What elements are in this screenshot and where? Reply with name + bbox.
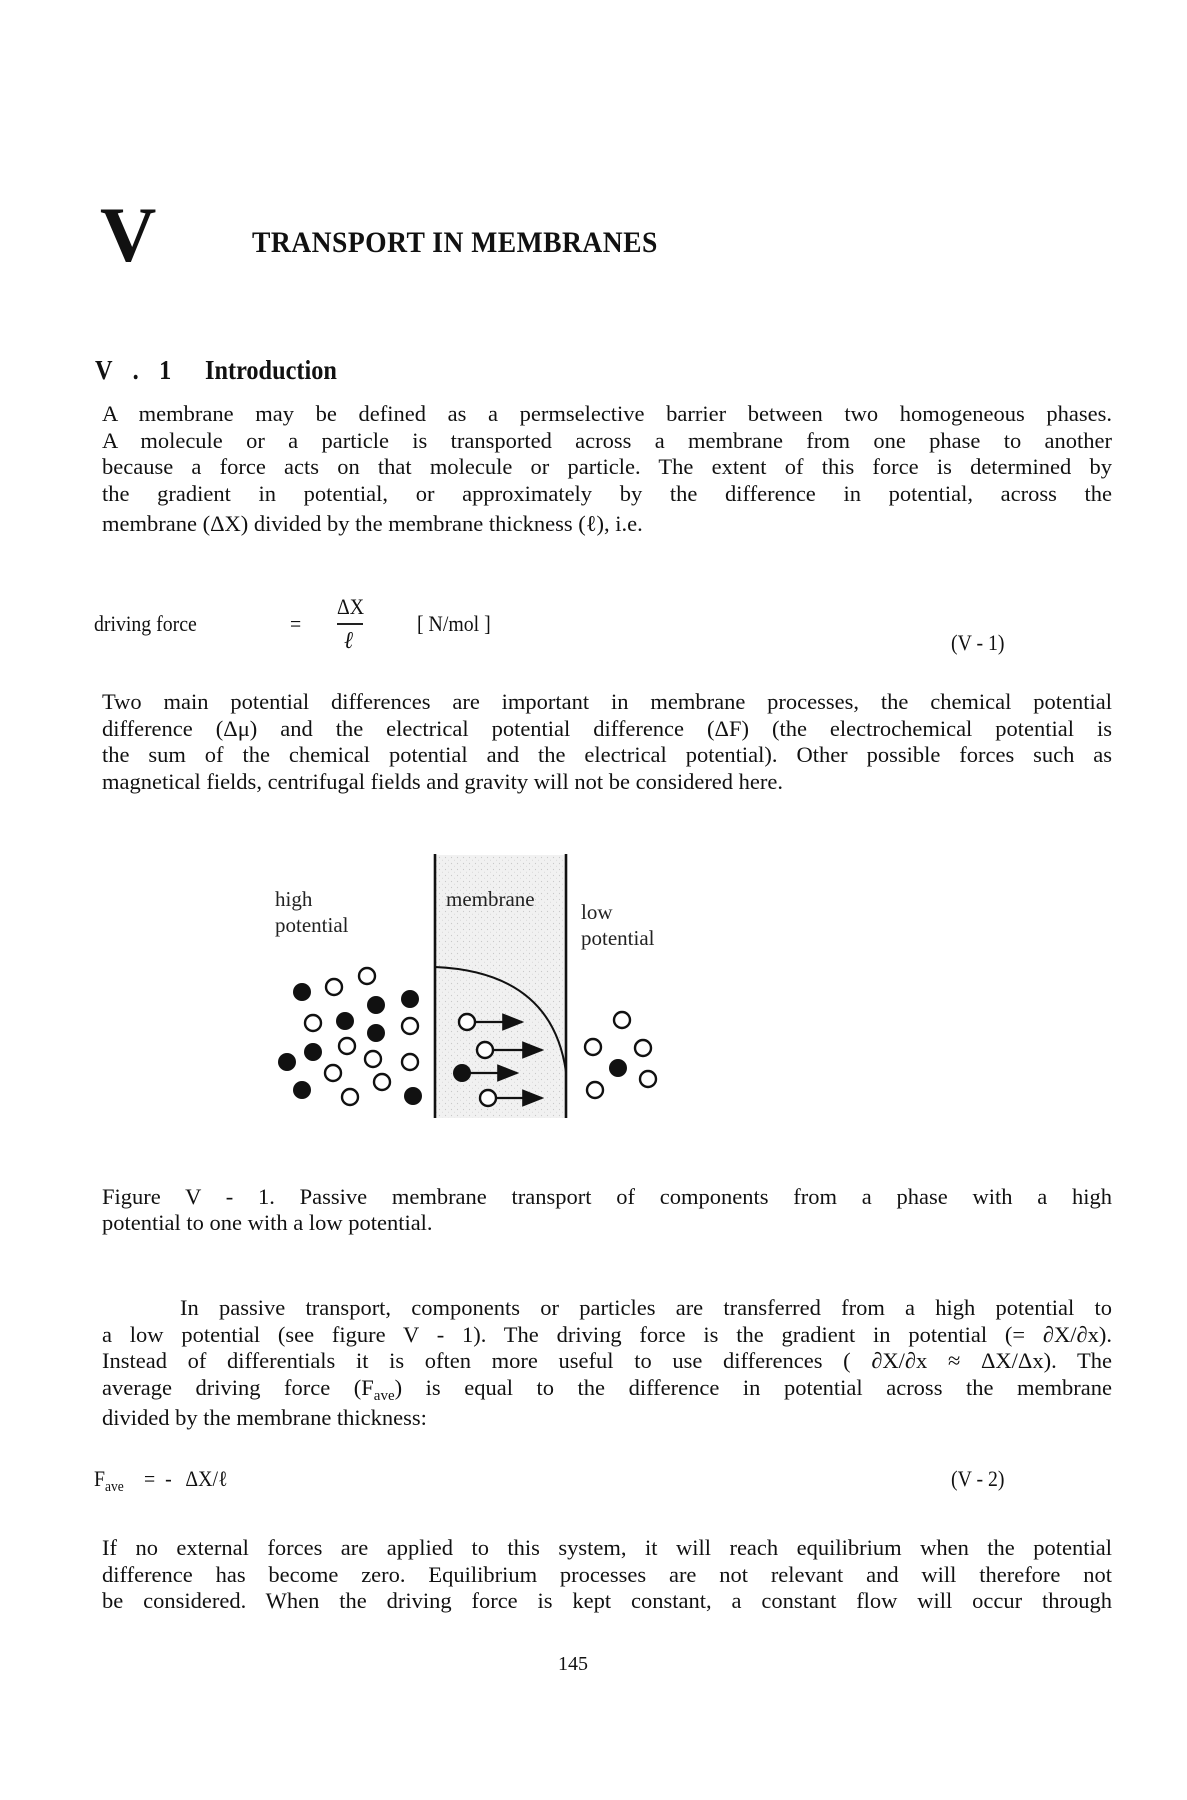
filled-particle xyxy=(304,1043,322,1061)
section-number: V . 1 xyxy=(95,355,179,385)
label-low-potential: potential xyxy=(581,926,655,950)
label-membrane: membrane xyxy=(446,887,535,911)
equation-label: (V - 2) xyxy=(951,1466,1005,1491)
open-particle xyxy=(635,1040,651,1056)
text-line: A membrane may be defined as a permselective barrier between two homogeneous phases. xyxy=(102,401,1112,426)
open-particle xyxy=(342,1089,358,1105)
text-line: A molecule or a particle is transported across a membrane from one phase to another xyxy=(102,427,1112,453)
filled-particle xyxy=(367,1024,385,1042)
intro-paragraph xyxy=(102,401,1112,538)
open-particle xyxy=(477,1042,493,1058)
text-line: difference (Δμ) and the electrical potential difference (ΔF) (the electrochemical potential is xyxy=(102,715,1112,741)
text-line: the gradient in potential, or approximately by the difference in potential, across the xyxy=(102,480,1112,506)
figure-caption xyxy=(102,1184,1112,1236)
chapter-title: TRANSPORT IN MEMBRANES xyxy=(252,226,658,259)
section-title: Introduction xyxy=(205,355,337,385)
filled-particle xyxy=(401,990,419,1008)
open-particle xyxy=(459,1014,475,1030)
equation-lhs: driving force xyxy=(94,611,197,636)
open-particle xyxy=(374,1074,390,1090)
equals-sign: = xyxy=(290,611,302,636)
filled-particle xyxy=(293,1081,311,1099)
figure-svg xyxy=(270,850,690,1130)
filled-particle xyxy=(367,996,385,1014)
label-high: high xyxy=(275,887,313,911)
equilibrium-paragraph xyxy=(102,1535,1112,1615)
filled-particle xyxy=(404,1087,422,1105)
text-fragment: ) is equal to the difference in potential across the membrane xyxy=(394,1374,1112,1400)
open-particle xyxy=(326,979,342,995)
figure-membrane-transport xyxy=(270,850,690,1130)
caption-line: potential to one with a low potential. xyxy=(102,1210,433,1235)
label-high-potential: potential xyxy=(275,913,349,937)
open-particle xyxy=(587,1082,603,1098)
text-line: magnetical fields, centrifugal fields and gravity will not be considered here. xyxy=(102,768,784,794)
open-particle xyxy=(585,1039,601,1055)
lhs-main: F xyxy=(94,1466,106,1491)
fraction-denominator: ℓ xyxy=(344,626,353,654)
filled-particle xyxy=(453,1064,471,1082)
text-line: Two main potential differences are important in membrane processes, the chemical potential xyxy=(102,689,1112,714)
text-line: membrane (ΔX) divided by the membrane thickness (ℓ), i.e. xyxy=(102,511,643,536)
open-particle xyxy=(402,1054,418,1070)
high-potential-particles xyxy=(278,968,422,1105)
text-line: Instead of differentials it is often more useful to use differences ( ∂X/∂x ≈ ΔX/Δx). The xyxy=(102,1348,1112,1373)
text-line: difference has become zero. Equilibrium processes are not relevant and will therefore not xyxy=(102,1561,1112,1587)
text-fragment: average driving force (F xyxy=(102,1374,374,1400)
open-particle xyxy=(640,1071,656,1087)
text-line: In passive transport, components or particles are transferred from a high potential to xyxy=(180,1295,1112,1320)
lhs-subscript: ave xyxy=(105,1479,124,1495)
low-potential-particles xyxy=(585,1012,656,1098)
equation-units: [ N/mol ] xyxy=(417,611,491,636)
label-low: low xyxy=(581,900,613,924)
text-line: divided by the membrane thickness: xyxy=(102,1405,427,1430)
filled-particle xyxy=(336,1012,354,1030)
equation-lhs xyxy=(94,1466,124,1495)
page-number: 145 xyxy=(558,1653,588,1675)
equation-label: (V - 1) xyxy=(951,630,1005,655)
text-line xyxy=(102,1375,1112,1402)
text-line: the sum of the chemical potential and the electrical potential). Other possible forces such as xyxy=(102,742,1112,767)
text-line: because a force acts on that molecule or particle. The extent of this force is determined by xyxy=(102,454,1112,479)
text-line: a low potential (see figure V - 1). The driving force is the gradient in potential (= ∂X/∂x). xyxy=(102,1321,1112,1347)
open-particle xyxy=(359,968,375,984)
potentials-paragraph xyxy=(102,689,1112,795)
caption-line: Figure V - 1. Passive membrane transport of components from a phase with a high xyxy=(102,1184,1112,1209)
open-particle xyxy=(402,1018,418,1034)
fraction-bar xyxy=(337,623,363,625)
text-line: be considered. When the driving force is kept constant, a constant flow will occur through xyxy=(102,1588,1112,1613)
open-particle xyxy=(325,1065,341,1081)
open-particle xyxy=(339,1038,355,1054)
passive-transport-paragraph xyxy=(102,1295,1112,1432)
open-particle xyxy=(480,1090,496,1106)
chapter-number: V xyxy=(100,191,157,278)
fraction-numerator: ΔX xyxy=(337,594,365,619)
open-particle xyxy=(365,1051,381,1067)
filled-particle xyxy=(293,983,311,1001)
text-line: If no external forces are applied to this system, it will reach equilibrium when the potential xyxy=(102,1535,1112,1560)
subscript: ave xyxy=(373,1387,395,1404)
equation-rhs: = - ΔX/ℓ xyxy=(144,1466,228,1491)
open-particle xyxy=(614,1012,630,1028)
open-particle xyxy=(305,1015,321,1031)
filled-particle xyxy=(278,1053,296,1071)
filled-particle xyxy=(609,1059,627,1077)
